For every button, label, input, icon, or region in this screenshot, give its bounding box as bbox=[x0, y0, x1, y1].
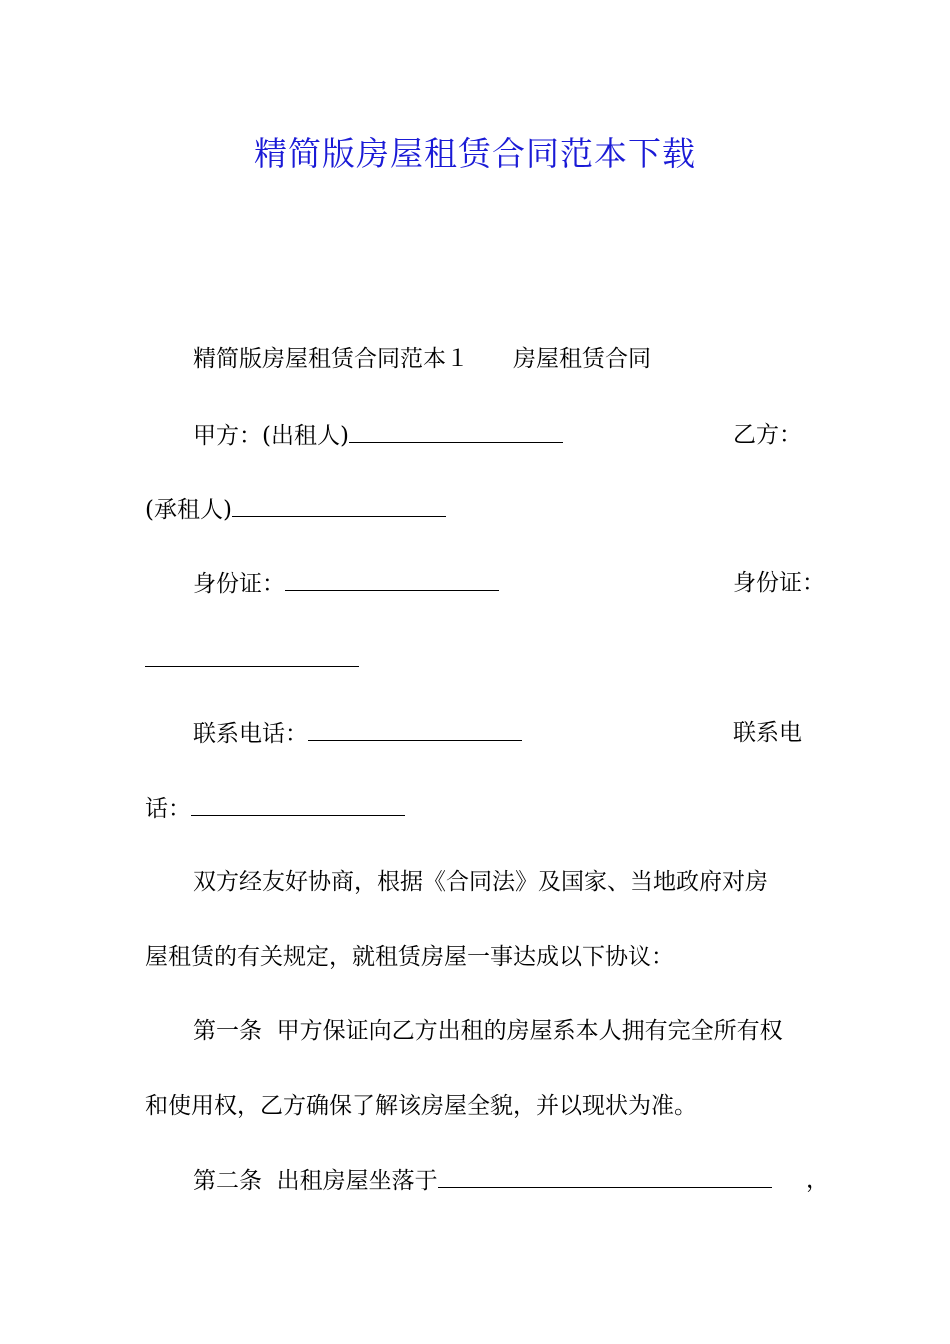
phone-b-blank bbox=[191, 793, 405, 816]
phone-a-line bbox=[193, 718, 522, 749]
party-b-blank bbox=[232, 494, 446, 517]
id-label-a: 身份证： bbox=[193, 571, 285, 597]
subtitle-line bbox=[193, 344, 651, 374]
phone-a-blank bbox=[308, 718, 522, 741]
id-a-line bbox=[193, 568, 499, 599]
id-label-b: 身份证： bbox=[733, 570, 825, 596]
art1-line2: 和使用权，乙方确保了解该房屋全貌，并以现状为准。 bbox=[145, 1093, 697, 1119]
party-b-cont: (承租人) bbox=[145, 497, 232, 523]
para1-line2: 屋租赁的有关规定，就租赁房屋一事达成以下协议： bbox=[145, 944, 674, 970]
art2-blank bbox=[438, 1165, 772, 1188]
party-a-line bbox=[193, 420, 563, 451]
document-title: 精简版房屋租赁合同范本下载 bbox=[254, 134, 696, 173]
id-b-blank bbox=[145, 644, 359, 667]
party-a-label: 甲方：(出租人) bbox=[193, 423, 349, 449]
id-b-blank-line bbox=[145, 644, 359, 675]
party-b-label: 乙方： bbox=[733, 422, 802, 448]
phone-label-b-1: 联系电 bbox=[733, 720, 802, 746]
art1-line1: 第一条 甲方保证向乙方出租的房屋系本人拥有完全所有权 bbox=[193, 1018, 783, 1044]
phone-b-line bbox=[145, 793, 405, 824]
id-a-blank bbox=[285, 568, 499, 591]
para1-line1: 双方经友好协商，根据《合同法》及国家、当地政府对房 bbox=[193, 869, 768, 895]
art2-label: 第二条 出租房屋坐落于 bbox=[193, 1168, 438, 1194]
art2-line bbox=[193, 1165, 772, 1196]
art2-comma: ， bbox=[806, 1167, 829, 1193]
party-a-blank bbox=[349, 420, 563, 443]
phone-label-b-2: 话： bbox=[145, 796, 191, 822]
party-b-cont-line bbox=[145, 494, 446, 525]
subtitle-right: 房屋租赁合同 bbox=[513, 346, 651, 372]
phone-label-a: 联系电话： bbox=[193, 721, 308, 747]
subtitle-left: 精简版房屋租赁合同范本１ bbox=[193, 346, 469, 372]
